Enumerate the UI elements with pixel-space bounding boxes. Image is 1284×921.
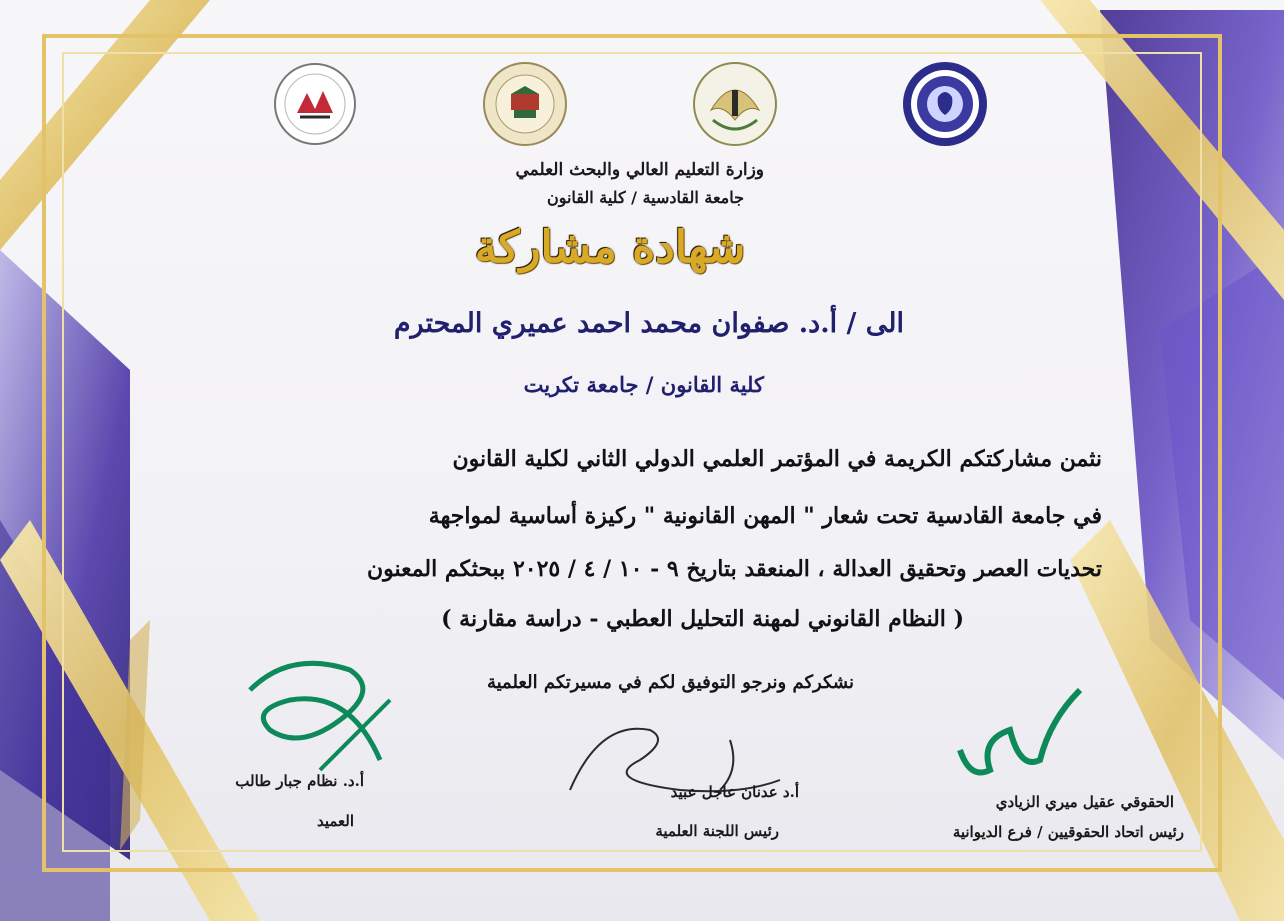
recipient-name: الى / أ.د. صفوان محمد احمد عميري المحترم: [393, 308, 904, 339]
law-college-seal-icon: [900, 60, 990, 148]
union-head-signature-icon: [950, 680, 1100, 790]
research-title: ( النظام القانوني لمهنة التحليل العطبي - دراسة مقارنة ): [441, 606, 964, 632]
body-line-1: نثمن مشاركتكم الكريمة في المؤتمر العلمي الدولي الثاني لكلية القانون: [452, 446, 1102, 472]
university-seal-icon: [480, 60, 570, 148]
body-line-3: تحديات العصر وتحقيق العدالة ، المنعقد بتاريخ ٩ - ١٠ / ٤ / ٢٠٢٥ ببحثكم المعنون: [366, 556, 1102, 582]
signatory-3-name: الحقوقي عقيل ميري الزيادي: [995, 793, 1174, 811]
closing-text: نشكركم ونرجو التوفيق لكم في مسيرتكم العلمية: [486, 672, 854, 693]
signatory-2-name: أ.د عدنان عاجل عبيد: [670, 783, 799, 801]
conference-emblem-icon: [270, 60, 360, 148]
recipient-affiliation: كلية القانون / جامعة تكريت: [523, 372, 764, 397]
certificate-title: شهادة مشاركة: [474, 222, 746, 273]
ministry-name: وزارة التعليم العالي والبحث العلمي: [515, 160, 764, 180]
iraq-eagle-emblem-icon: [690, 60, 780, 148]
body-line-2: في جامعة القادسية تحت شعار " المهن القانونية " ركيزة أساسية لمواجهة: [428, 503, 1102, 529]
signatory-2-role: رئيس اللجنة العلمية: [655, 822, 779, 840]
logo-row: [270, 60, 990, 148]
signatory-1-role: العميد: [316, 812, 354, 830]
signatory-1-name: أ.د. نظام جبار طالب: [235, 772, 364, 790]
university-name: جامعة القادسية / كلية القانون: [546, 188, 744, 207]
signatory-3-role: رئيس اتحاد الحقوقيين / فرع الديوانية: [952, 823, 1184, 841]
dean-signature-icon: [230, 650, 430, 790]
